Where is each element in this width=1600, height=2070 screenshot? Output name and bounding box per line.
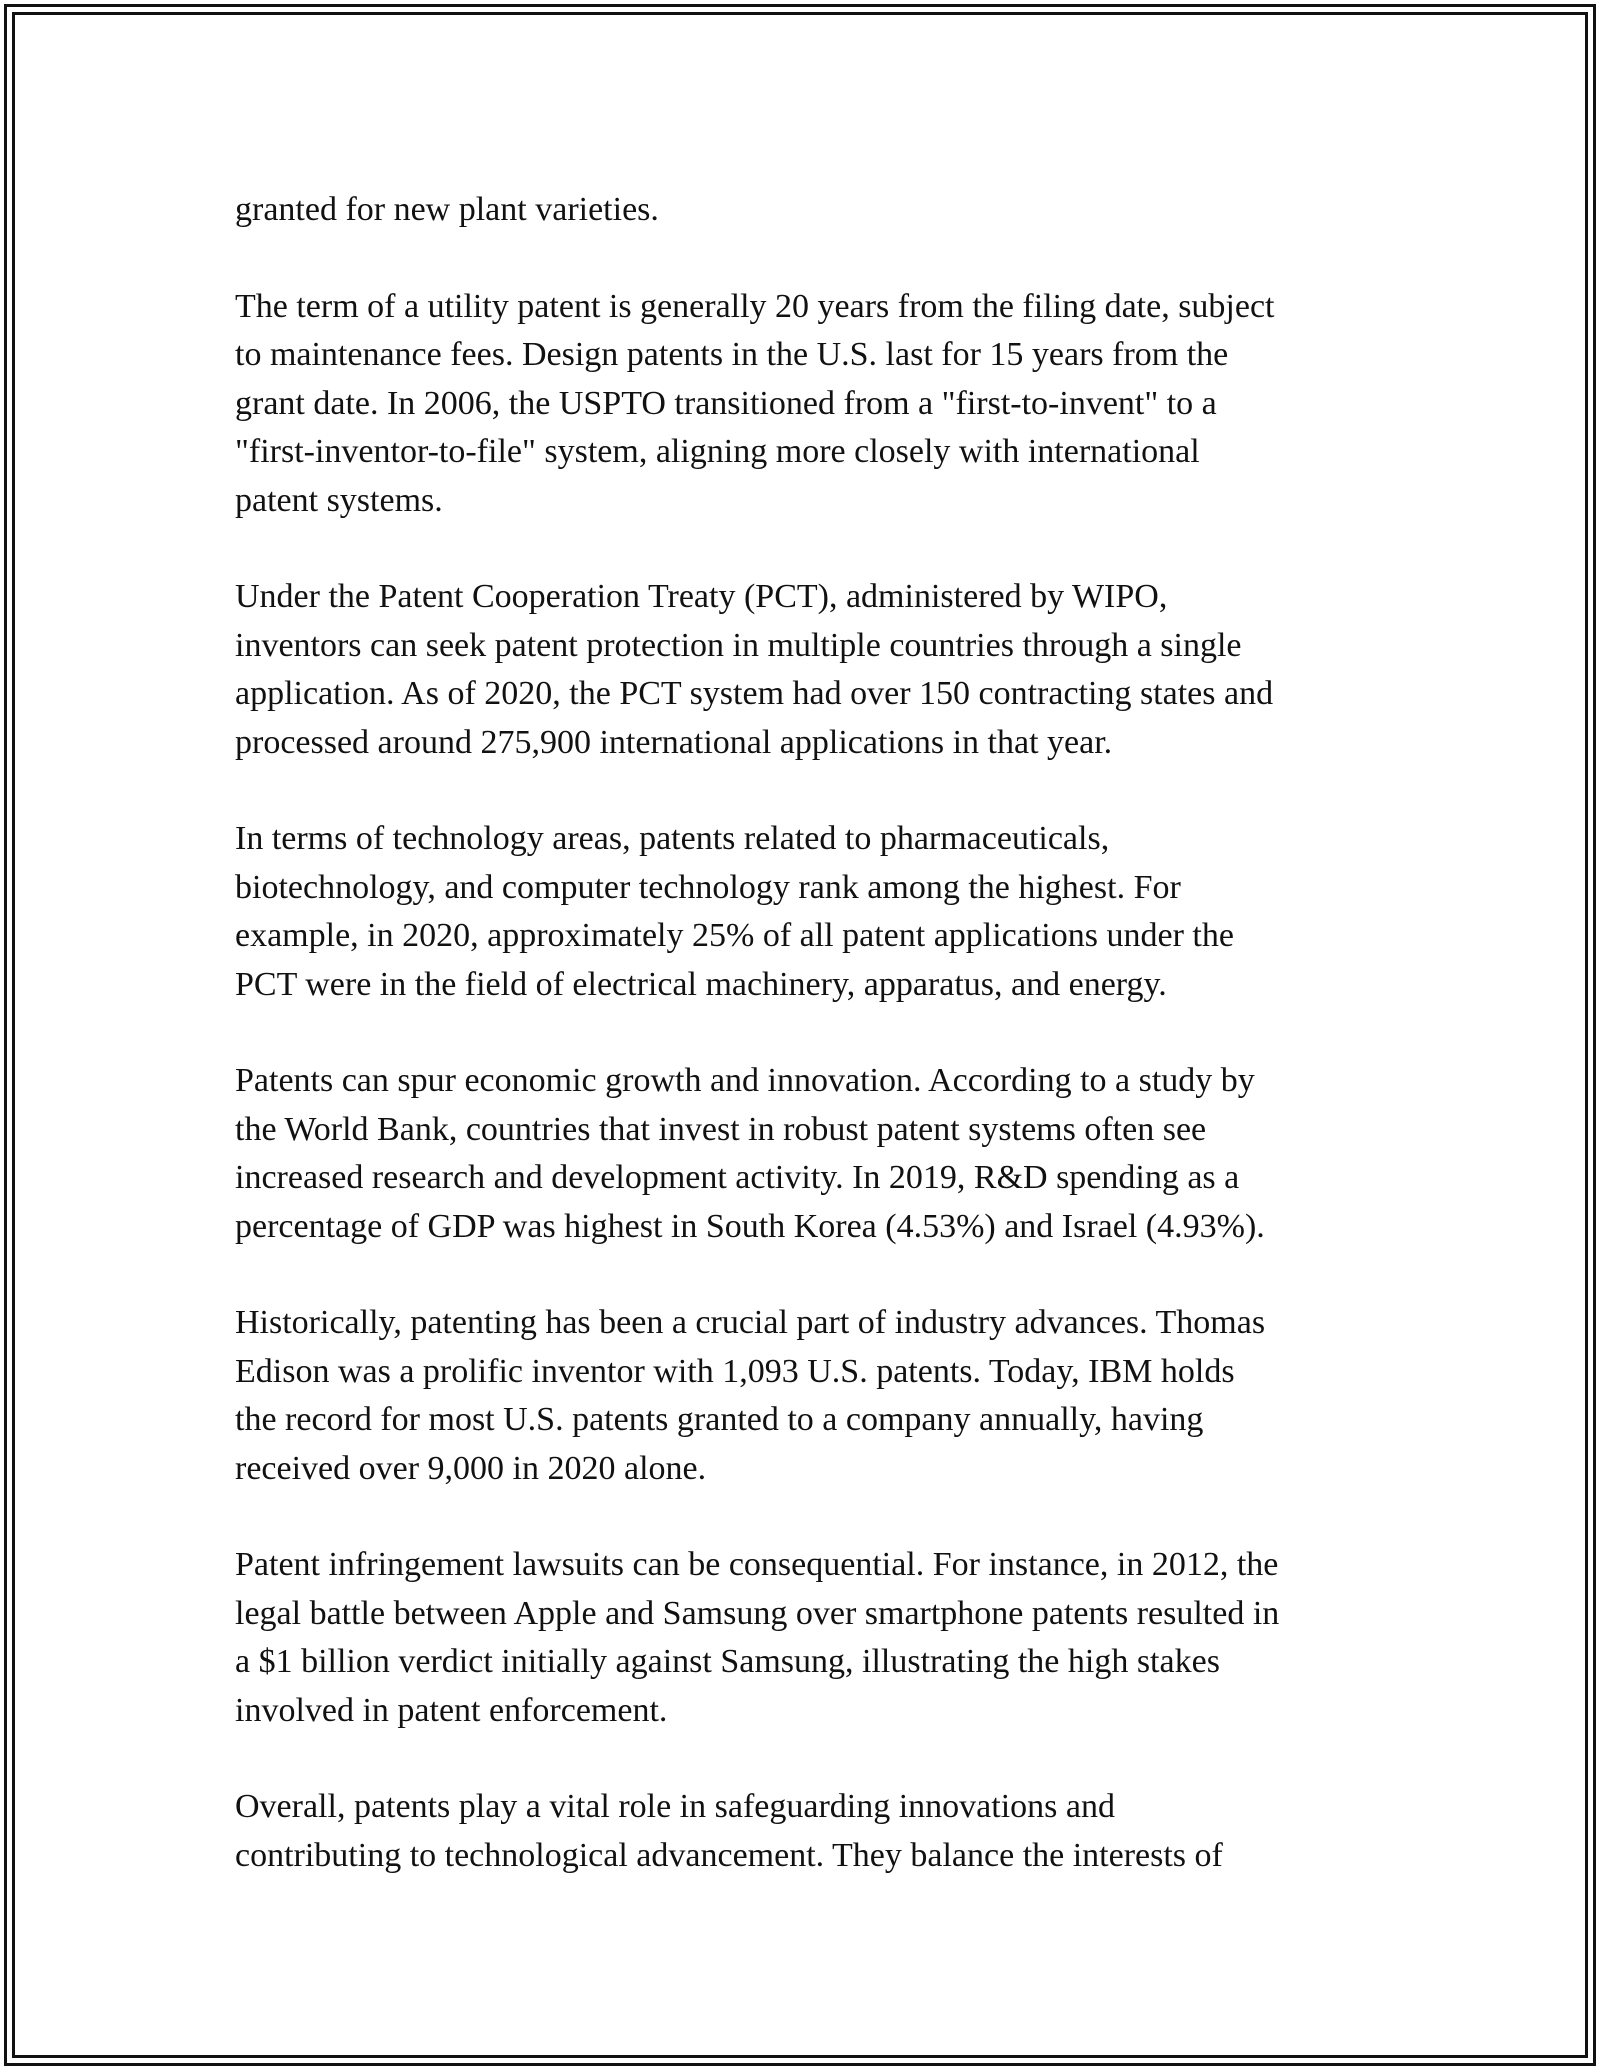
paragraph-pct: Under the Patent Cooperation Treaty (PCT), administered by WIPO, inventors can seek patent protection in multiple countries through a single application. As of 2020, the PCT system had over 150 contracting states and processed around 275,900 international applications in that year. [235,578,1274,761]
paragraph-economic-growth: Patents can spur economic growth and innovation. According to a study by the World Bank, countries that invest in robust patent systems often see increased research and development activity. In 2019, R&D spending as a percentage of GDP was highest in South Korea (4.53%) and Israel (4.93%). [235,1062,1265,1245]
paragraph-infringement: Patent infringement lawsuits can be consequential. For instance, in 2012, the legal battle between Apple and Samsung over smartphone patents resulted in a $1 billion verdict initially against Samsung, illustrating the high stakes involved in patent enforcement. [235,1546,1280,1729]
paragraph-patent-term: The term of a utility patent is generally 20 years from the filing date, subject to maintenance fees. Design patents in the U.S. last for 15 years from the grant date. In 2006, the USPTO transitioned from a "first-to-invent" to a "first-inventor-to-file" system, aligning more closely with international patent systems. [235,287,1275,519]
paragraph-technology-areas: In terms of technology areas, patents related to pharmaceuticals, biotechnology, and computer technology rank among the highest. For example, in 2020, approximately 25% of all patent applications under the PCT were in the field of electrical machinery, apparatus, and energy. [235,820,1234,1003]
paragraph-history: Historically, patenting has been a crucial part of industry advances. Thomas Edison was a prolific inventor with 1,093 U.S. patents. Today, IBM holds the record for most U.S. patents granted to a company annually, having received over 9,000 in 2020 alone. [235,1304,1266,1487]
document-body [235,186,1375,1880]
paragraph-overall: Overall, patents play a vital role in safeguarding innovations and contributing to technological advancement. They balance the interests of [235,1788,1223,1874]
paragraph-plant-varieties: granted for new plant varieties. [235,191,659,228]
